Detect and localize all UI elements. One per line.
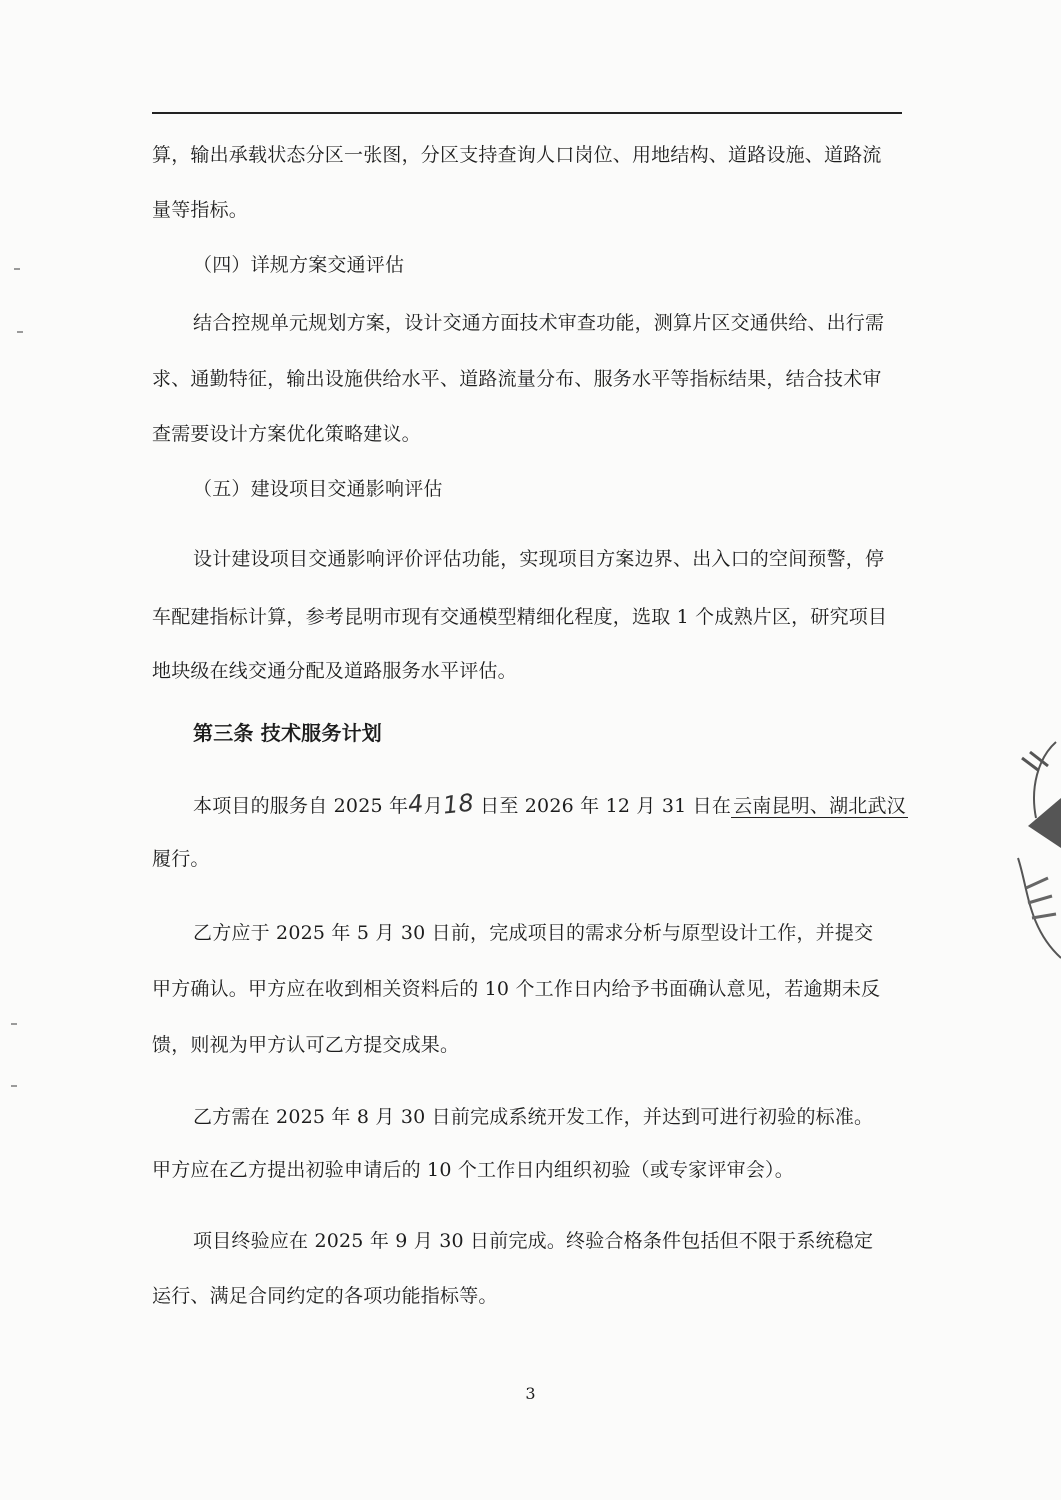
scan-mark [14,268,20,270]
paragraph-line: 查需要设计方案优化策略建议。 [152,423,421,445]
header-rule [152,112,902,114]
paragraph-line: 馈，则视为甲方认可乙方提交成果。 [152,1034,460,1056]
paragraph-line: 求、通勤特征，输出设施供给水平、道路流量分布、服务水平等指标结果，结合技术审 [152,368,882,390]
paragraph-line: 结合控规单元规划方案，设计交通方面技术审查功能，测算片区交通供给、出行需 [193,312,885,334]
paragraph-line: 项目终验应在 2025 年 9 月 30 日前完成。终验合格条件包括但不限于系统稳定 [193,1230,874,1252]
paragraph-line: 算，输出承载状态分区一张图，分区支持查询人口岗位、用地结构、道路设施、道路流 [152,144,882,166]
article-heading: 第三条 技术服务计划 [193,721,382,745]
service-location: 云南昆明、湖北武汉 [733,795,906,817]
scan-mark [17,331,23,333]
scan-mark [11,1085,17,1087]
handwritten-month: 4 [406,789,426,819]
page-number: 3 [525,1384,536,1403]
service-text: 月 [423,795,443,817]
paragraph-line: 运行、满足合同约定的各项功能指标等。 [152,1285,498,1307]
paragraph-line: 甲方应在乙方提出初验申请后的 10 个工作日内组织初验（或专家评审会）。 [152,1159,794,1181]
paragraph-line: 设计建设项目交通影响评价评估功能，实现项目方案边界、出入口的空间预警，停 [193,548,885,570]
paragraph-line: 量等指标。 [152,199,249,221]
section-heading-5: （五）建设项目交通影响评估 [193,478,443,500]
paragraph-line: 乙方应于 2025 年 5 月 30 日前，完成项目的需求分析与原型设计工作，并提交 [193,922,874,944]
seal-stamp-fragment [1008,738,1061,964]
scan-mark [11,1023,17,1025]
paragraph-line: 地块级在线交通分配及道路服务水平评估。 [152,660,517,682]
paragraph-line: 甲方确认。甲方应在收到相关资料后的 10 个工作日内给予书面确认意见，若逾期未反 [152,978,881,1000]
service-text: 日至 2026 年 12 月 31 日在 [480,795,732,817]
paragraph-line: 乙方需在 2025 年 8 月 30 日前完成系统开发工作，并达到可进行初验的标准。 [193,1106,874,1128]
section-heading-4: （四）详规方案交通评估 [193,254,405,276]
handwritten-day: 18 [441,788,476,820]
paragraph-line: 车配建指标计算，参考昆明市现有交通模型精细化程度，选取 1 个成熟片区，研究项目 [152,606,888,628]
service-period-line [193,790,953,820]
service-text: 本项目的服务自 2025 年 [193,795,409,817]
paragraph-line: 履行。 [152,848,210,870]
